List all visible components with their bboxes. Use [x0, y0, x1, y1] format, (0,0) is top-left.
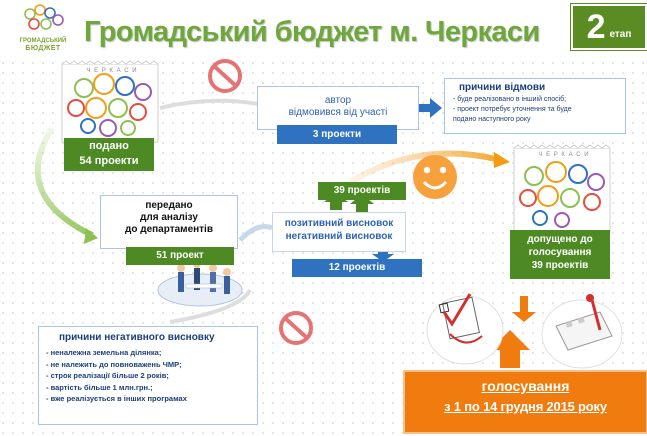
no-entry-icon: [210, 61, 240, 91]
smiley-icon: [413, 155, 457, 199]
ballot-label-2: Ч Е Р К А С И: [538, 152, 590, 158]
refusal-reason-item: - буде реалізовано в іншиій спосіб;: [453, 96, 567, 103]
stage-number: 2: [586, 8, 606, 46]
negative-reason-item: - не належить до повноважень ЧМР;: [46, 359, 182, 369]
voting-dates: з 1 по 14 грудня 2015 року: [444, 399, 607, 414]
refusal-reason-item: - проект потребує уточнення та буде: [453, 106, 572, 113]
transferred-count: 51 проект: [126, 247, 234, 265]
logo-line2: БЮДЖЕТ: [25, 45, 61, 52]
negative-reason-item: - вже реалізується в інших програмах: [46, 394, 187, 403]
ballot-label: Ч Е Р К А С И: [86, 68, 138, 74]
negative-conclusion: негативний висновок: [285, 231, 393, 242]
submitted-box: [64, 138, 154, 171]
positive-conclusion: позитивний висновок: [284, 218, 394, 229]
admitted-box: [510, 230, 610, 279]
logo-faces-icon: [12, 8, 74, 38]
refusal-reasons-title: причини відмови: [459, 82, 546, 93]
stage-word: етап: [609, 28, 632, 40]
author-withdrew-count: 3 проекти: [277, 125, 397, 144]
negative-reasons-box: [38, 326, 258, 425]
author-line2: відмовився від участі: [288, 107, 388, 118]
no-entry-icon: [281, 313, 311, 343]
voting-title: голосування: [481, 378, 570, 394]
admitted-line1: допущено до: [527, 234, 593, 245]
transferred-line3: до департаментів: [124, 224, 213, 235]
submitted-line1: подано: [89, 140, 129, 152]
negative-reason-item: - строк реалізації більше 2 років;: [46, 371, 169, 380]
transferred-line1: передано: [145, 200, 193, 211]
voting-box: [403, 370, 647, 434]
logo: [12, 8, 74, 52]
stage-badge: [571, 4, 647, 50]
positive-count: 39 проектів: [318, 182, 406, 200]
submitted-count: 54 проекти: [79, 155, 139, 167]
negative-reasons-title: причини негативного висновку: [59, 332, 215, 343]
refusal-reason-item: подано наступного року: [453, 116, 531, 123]
negative-count: 12 проектів: [292, 259, 422, 277]
admitted-count: 39 проектів: [531, 260, 589, 271]
ballot-faces-icon: [514, 145, 610, 232]
author-line1: автор: [324, 95, 352, 106]
refusal-reasons-box: [444, 78, 626, 134]
author-withdrew-box: [257, 86, 419, 130]
admitted-line2: голосування: [528, 247, 592, 258]
negative-reason-item: - вартість більше 1 млн.грн.;: [46, 382, 153, 392]
negative-reason-item: - неналежна земельна ділянка;: [46, 348, 162, 357]
logo-line1: ГРОМАДСЬКИЙ: [19, 38, 67, 44]
page-title: Громадський бюджет м. Черкаси: [84, 16, 540, 48]
conclusions-box: [272, 212, 406, 252]
transferred-line2: для аналізу: [140, 212, 198, 223]
transferred-box: [100, 195, 238, 249]
